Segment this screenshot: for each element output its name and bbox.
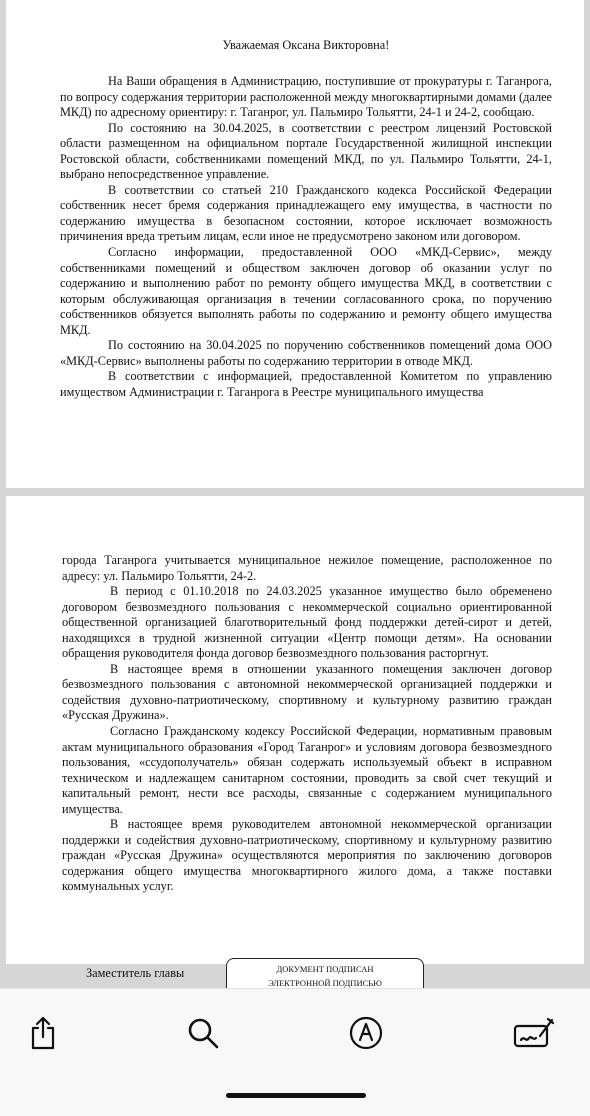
paragraph: В соответствии со статьей 210 Гражданского кодекса Российской Федерации собственник несет бремя содержания принадлежащего ему имущества, в частности по содержанию имущества в безопасном состоянии, которое исключает возможность причинения вреда третьим лицам, если иное не предусмотрено законом или договором. — [60, 182, 552, 244]
paragraph: По состоянию на 30.04.2025, в соответствии с реестром лицензий Ростовской области размещенном на официальном портале Государственной жилищной инспекции Ростовской области, собственниками помещений МКД, по ул. Пальмиро Тольятти, 24-1, выбрано непосредственное управление. — [60, 120, 552, 182]
paragraph: Согласно Гражданскому кодексу Российской Федерации, нормативным правовым актам муниципального образования «Город Таганрог» и условиям договора безвозмездного пользования, «ссудополучатель» обязан содержать используемый объект в исправном техническом и надлежащем санитарном состоянии, проводить за свой счет текущий и капитальный ремонт, нести все расходы, связанные с содержанием муниципального имущества. — [62, 724, 552, 816]
signature-button[interactable] — [512, 1013, 556, 1053]
markup-icon — [348, 1015, 384, 1051]
home-indicator — [226, 1093, 366, 1098]
stamp-line: ЭЛЕКТРОННОЙ ПОДПИСЬЮ — [268, 978, 382, 988]
paragraph: Согласно информации, предоставленной ООО «МКД-Сервис», между собственниками помещений и обществом заключен договор об оказании услуг по содержанию и выполнению работ по ремонту общего имущества МКД, в соответствии с которым обслуживающая организация в течении согласованного срока, по поручению собственников обязуется выполнять работы по содержанию и ремонту общего имущества МКД. — [60, 245, 552, 337]
paragraph: В период с 01.10.2018 по 24.03.2025 указанное имущество было обременено договором безвозмездного пользования с некоммерческой социально ориентированной общественной организацией благотворительный фонд поддержки детей-сирот и детей, находящихся в трудной жизненной ситуации «Центр помощи детям». На основании обращения руководителя фонда договор безвозмездного пользования расторгнут. — [62, 584, 552, 661]
paragraph: В настоящее время руководителем автономной некоммерческой организации поддержки и содействия духовно-патриотическому, спортивному и культурному развитию граждан «Русская Дружина» осуществляются мероприятия по заключению договоров содержания общего имущества многоквартирного жилого дома, а также поставки коммунальных услуг. — [62, 817, 552, 894]
search-icon — [185, 1015, 221, 1051]
paragraph-continuation: города Таганрога учитывается муниципальное нежилое помещение, расположенное по адресу: ул. Пальмиро Тольятти, 24-2. — [62, 553, 552, 583]
document-page-2 — [6, 496, 584, 988]
paragraph: В соответствии с информацией, предоставленной Комитетом по управлению имуществом Администрации г. Таганрога в Реестре муниципального имущества — [60, 369, 552, 399]
stamp-line: ДОКУМЕНТ ПОДПИСАН — [276, 964, 374, 974]
signature-title: Заместитель главы — [86, 966, 185, 980]
share-button[interactable] — [21, 1013, 65, 1053]
paragraph: По состоянию на 30.04.2025 по поручению собственников помещений дома ООО «МКД-Сервис» выполнены работы по содержанию территории в отводе МКД. — [60, 338, 552, 368]
paragraph: В настоящее время в отношении указанного помещения заключен договор безвозмездного пользования с автономной некоммерческой организацией поддержки и содействия духовно-патриотическому, спортивному и культурному развитию граждан «Русская Дружина». — [62, 661, 552, 723]
bottom-toolbar — [0, 988, 590, 1116]
document-page-1 — [6, 0, 584, 488]
markup-button[interactable] — [344, 1013, 388, 1053]
search-button[interactable] — [181, 1013, 225, 1053]
paragraph: На Ваши обращения в Администрацию, поступившие от прокуратуры г. Таганрога, по вопросу содержания территории расположенной между многоквартирными домами (далее МКД) по адресному ориентиру: г. Таганрог, ул. Пальмиро Тольятти, 24-1 и 24-2, сообщаю. — [60, 74, 552, 120]
share-icon — [28, 1015, 58, 1051]
signature-icon — [512, 1015, 556, 1051]
greeting: Уважаемая Оксана Викторовна! — [222, 38, 390, 52]
